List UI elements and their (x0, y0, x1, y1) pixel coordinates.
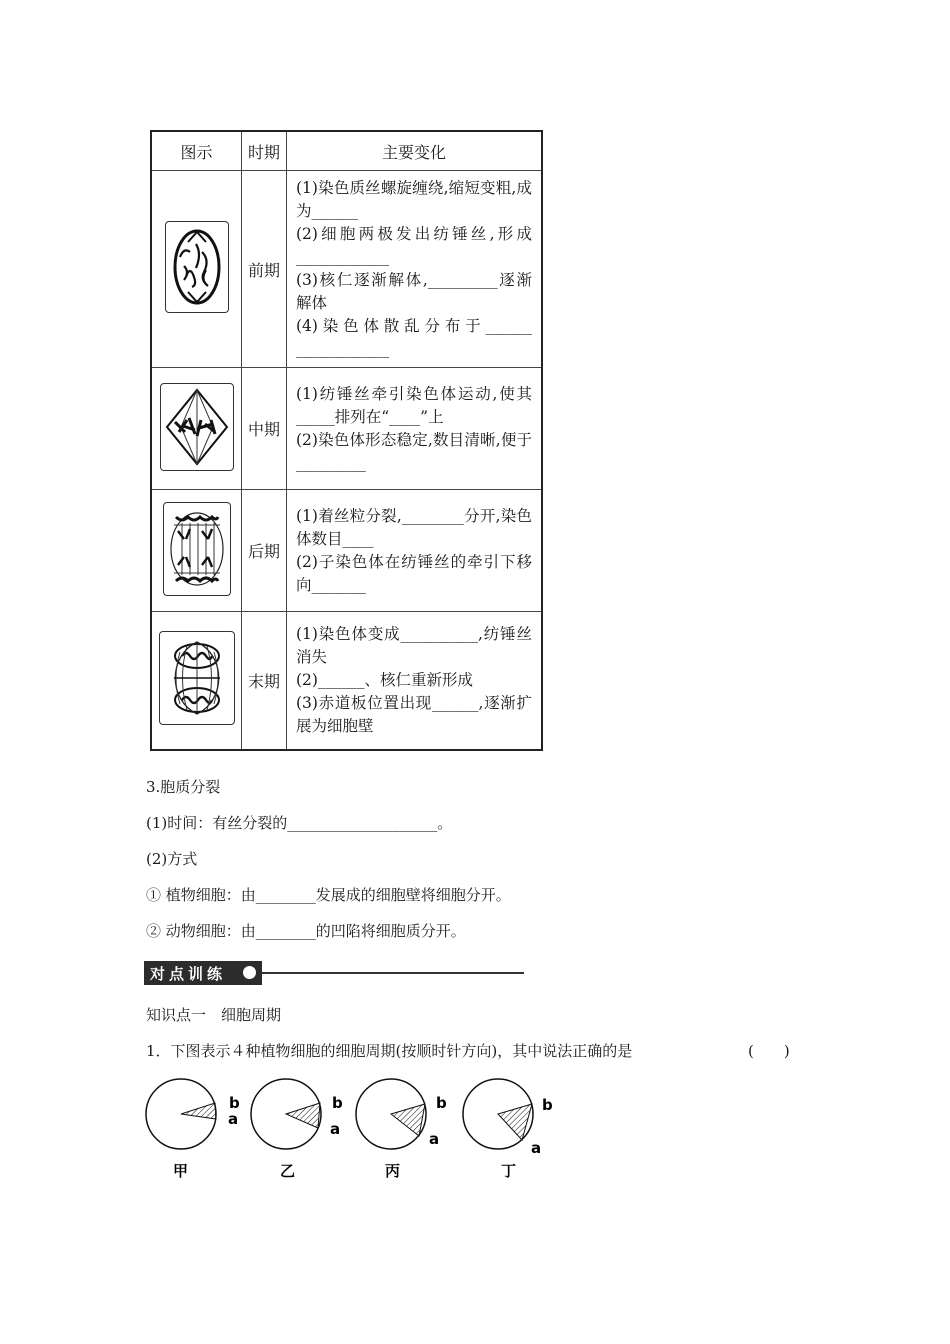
knowledge-point: 知识点一 细胞周期 (146, 1006, 282, 1024)
table-row (151, 368, 542, 490)
prophase-cell-diagram (165, 221, 229, 313)
question-1: 1．下图表示４种植物细胞的细胞周期(按顺时针方向)，其中说法正确的是 (146, 1042, 633, 1060)
anaphase-cell-diagram (163, 502, 231, 596)
cycle-jia (146, 1079, 240, 1180)
anaphase-figure-cell (151, 490, 242, 612)
table-row (151, 612, 542, 750)
cycle-name: 丁 (501, 1162, 517, 1180)
cycle-name: 丙 (385, 1162, 401, 1180)
header-figure: 图示 (151, 131, 242, 171)
telophase-change-1: (1)染色体变成__________,纺锤丝消失 (296, 624, 532, 666)
telophase-cell-diagram (159, 631, 235, 725)
cycle-yi (251, 1079, 343, 1180)
metaphase-cell-diagram (160, 383, 234, 471)
anaphase-change-1: (1)着丝粒分裂,________分开,染色体数目____ (296, 506, 532, 548)
practice-bar-label: 对点训练 (150, 965, 227, 983)
telophase-figure-cell (151, 612, 242, 750)
label-b: b (332, 1094, 343, 1112)
practice-bar (144, 961, 262, 985)
label-b: b (229, 1094, 240, 1112)
label-b: b (436, 1094, 447, 1112)
section3-time: (1)时间：有丝分裂的____________________。 (146, 814, 453, 832)
metaphase-change-2: (2)染色体形态稳定,数目清晰,便于_________ (296, 430, 532, 472)
answer-parens: ( ) (748, 1042, 790, 1060)
prophase-change-1: (1)染色质丝螺旋缠绕,缩短变粗,成为______ (296, 179, 532, 220)
prophase-change-2: (2)细胞两极发出纺锤丝,形成____________ (296, 225, 532, 266)
period-telophase: 末期 (242, 612, 287, 750)
table-row (151, 490, 542, 612)
anaphase-changes (287, 490, 543, 612)
section3-plant: ① 植物细胞：由________发展成的细胞壁将细胞分开。 (146, 886, 511, 904)
section3-animal: ② 动物细胞：由________的凹陷将细胞质分开。 (146, 922, 466, 940)
header-changes: 主要变化 (287, 131, 543, 171)
metaphase-figure-cell (151, 368, 242, 490)
cycle-name: 乙 (280, 1162, 296, 1180)
prophase-figure-cell (151, 171, 242, 368)
period-anaphase: 后期 (242, 490, 287, 612)
cycle-name: 甲 (173, 1162, 189, 1180)
table-header-row (151, 131, 542, 171)
cycle-bing (356, 1079, 447, 1180)
telophase-change-2: (2)______、核仁重新形成 (296, 670, 473, 689)
anaphase-change-2: (2)子染色体在纺锤丝的牵引下移向_______ (296, 552, 532, 594)
prophase-change-3: (3)核仁逐渐解体,_________逐渐解体 (296, 271, 532, 312)
prophase-change-4: (4)染色体散乱分布于______ ____________ (296, 317, 532, 358)
label-a: a (531, 1139, 542, 1157)
label-b: b (542, 1096, 553, 1114)
mitosis-table (150, 130, 543, 751)
metaphase-changes (287, 368, 543, 490)
label-a: a (330, 1120, 341, 1138)
label-a: a (228, 1110, 239, 1128)
bullet-icon (243, 966, 256, 979)
metaphase-change-1: (1)纺锤丝牵引染色体运动,使其_____排列在“____”上 (296, 384, 532, 426)
section3-method: (2)方式 (146, 850, 198, 868)
label-a: a (429, 1130, 440, 1148)
practice-divider (262, 972, 524, 974)
prophase-changes (287, 171, 543, 368)
table-row (151, 171, 542, 368)
period-metaphase: 中期 (242, 368, 287, 490)
telophase-changes (287, 612, 543, 750)
cell-cycle-figures (140, 1070, 570, 1190)
period-prophase: 前期 (242, 171, 287, 368)
telophase-change-3: (3)赤道板位置出现______,逐渐扩展为细胞壁 (296, 693, 532, 735)
header-period: 时期 (242, 131, 287, 171)
section3-title: 3.胞质分裂 (146, 778, 221, 796)
cycle-ding (463, 1079, 553, 1180)
